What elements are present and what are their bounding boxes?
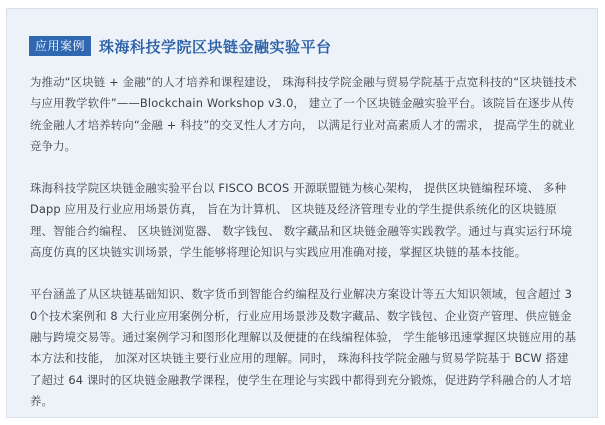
paragraph-coverage: 平台涵盖了从区块链基础知识、数字货币到智能合约编程及行业解决方案设计等五大知识领域，包含超过 30个技术案例和 8 大行业应用案例分析，行业应用场景涉及数字藏品、数字钱包、企业资产管理、供应链金融与跨境交易等。通过案例学习和图形化理解以及便捷的在线编程体验， 学生能够迅速掌握区块链应用的基本方法和技能， 加深对区块链主要行业应用的理解。同时， 珠海科技学院金融与贸易学院基于 BCW 搭建了超过 64 课时的区块链金融教学课程，使学生在理论与实践中都得到充分锻炼，促进跨学科融合的人才培养。 xyxy=(30,287,577,408)
case-badge: 应用案例 xyxy=(29,36,91,56)
paragraph-intro: 为推动“区块链 + 金融”的人才培养和课程建设， 珠海科技学院金融与贸易学院基于点宽科技的“区块链技术与应用教学软件”——Blockchain Workshop v3.0， 建立了一个区块链金融实验平台。该院旨在逐步从传统金融人才培养转向“金融 + 科技”的交叉性人才方向， 以满足行业对高素质人才的需求， 提高学生的就业竞争力。 xyxy=(30,75,577,153)
case-title: 珠海科技学院区块链金融实验平台 xyxy=(99,37,332,56)
case-body xyxy=(30,72,578,412)
case-header xyxy=(29,33,332,59)
paragraph-architecture: 珠海科技学院区块链金融实验平台以 FISCO BCOS 开源联盟链为核心架构， 提供区块链编程环境、 多种 Dapp 应用及行业应用场景仿真， 旨在为计算机、 区块链及经济管理专业的学生提供系统化的区块链原理、智能合约编程、 区块链浏览器、 数字钱包、 数字藏品和区块链金融等实践教学。通过与真实运行环境高度仿真的区块链实训场景，学生能够将理论知识与实践应用准确对接，掌握区块链的基本技能。 xyxy=(30,181,573,260)
